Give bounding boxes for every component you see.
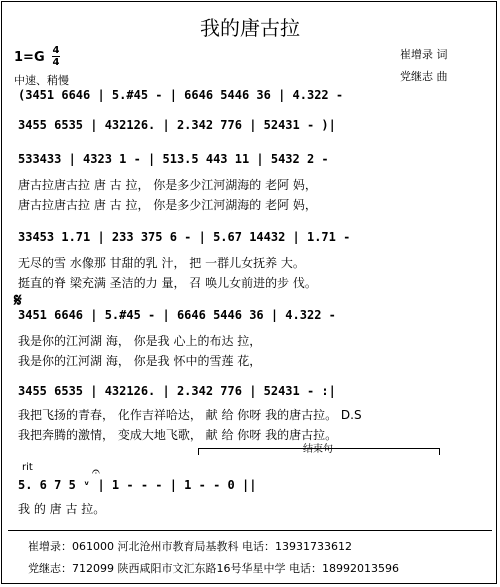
lyricist-credit: 崔增录 词 — [400, 48, 448, 61]
composer-credit: 党继志 曲 — [400, 70, 448, 83]
notation-row: 3455 6535 | 432126. | 2.342 776 | 52431 - )| — [18, 118, 336, 132]
notation-row: (3451 6646 | 5.#45 - | 6646 5446 36 | 4.322 - — [18, 88, 344, 102]
notation-row: 533433 | 4323 1 - | 513.5 443 11 | 5432 2 - — [18, 152, 329, 166]
key-signature: 1=G — [14, 50, 45, 65]
footer-divider — [8, 530, 492, 531]
lyrics-row: 唐古拉唐古拉 唐 古 拉， 你是多少江河湖海的 老阿 妈， — [18, 198, 317, 212]
footer-line-2: 党继志：712099 陕西咸阳市文汇东路16号华星中学 电话：18992013596 — [28, 562, 399, 575]
time-signature — [52, 45, 60, 68]
rit-marking: rit — [22, 462, 33, 473]
lyrics-row: 我是你的江河湖 海， 你是我 心上的布达 拉， — [18, 334, 262, 348]
tempo-marking: 中速、稍慢 — [14, 74, 69, 87]
lyrics-row: 我 的 唐 古 拉。 — [18, 502, 106, 516]
ending-label: 结束句 — [0, 440, 500, 455]
meter-bottom: 4 — [52, 57, 60, 68]
notation-row: 5. 6 7 5 ᵛ | 1 - - - | 1 - - 0 || — [18, 478, 257, 492]
lyrics-row: 我是你的江河湖 海， 你是我 怀中的雪莲 花， — [18, 354, 262, 368]
footer-line-1: 崔增录：061000 河北沧州市教育局基教科 电话：13931733612 — [28, 540, 352, 553]
notation-row: 3455 6535 | 432126. | 2.342 776 | 52431 - :| — [18, 384, 336, 398]
lyrics-row: 我把飞扬的青春， 化作吉祥哈达， 献 给 你呀 我的唐古拉。 D.S — [18, 408, 362, 422]
segno-sign: 𝄋 — [14, 290, 22, 311]
lyrics-row: 挺直的脊 梁充满 圣洁的力 量， 召 唤儿女前进的步 伐。 — [18, 276, 317, 290]
meter-top: 4 — [52, 45, 60, 56]
notation-row: 3451 6646 | 5.#45 - | 6646 5446 36 | 4.322 - — [18, 308, 336, 322]
lyrics-row: 我把奔腾的激情， 变成大地飞歌， 献 给 你呀 我的唐古拉。 — [18, 428, 338, 442]
fermata-sign: 𝄐 — [92, 464, 100, 480]
lyrics-row: 无尽的雪 水像那 甘甜的乳 汁， 把 一群儿女抚养 大。 — [18, 256, 305, 270]
notation-row: 33453 1.71 | 233 375 6 - | 5.67 14432 | 1.71 - — [18, 230, 351, 244]
ending-bracket — [198, 448, 440, 455]
song-title: 我的唐古拉 — [200, 16, 300, 40]
lyrics-row: 唐古拉唐古拉 唐 古 拉， 你是多少江河湖海的 老阿 妈， — [18, 178, 317, 192]
